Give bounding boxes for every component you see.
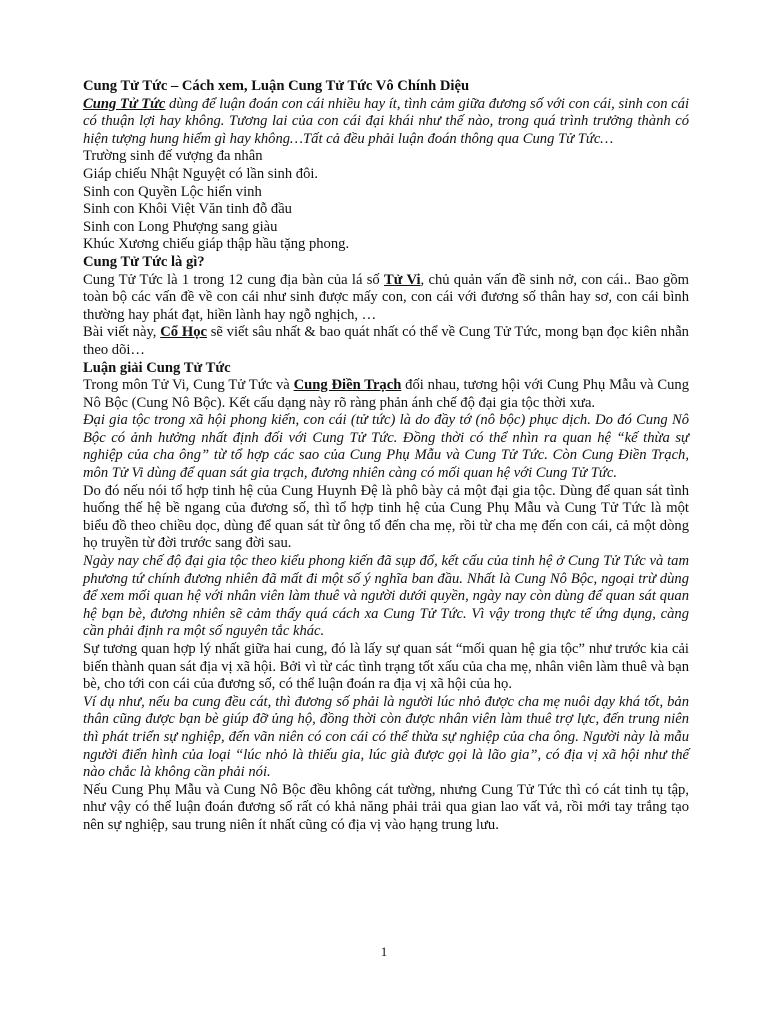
paragraph — [83, 272, 689, 325]
verse-line: Giáp chiếu Nhật Nguyệt có lần sinh đôi. — [83, 165, 319, 182]
verse-line: Trường sinh đế vượng đa nhân — [83, 148, 263, 165]
paragraph-text: Cung Tử Tức là 1 trong 12 cung địa bàn của lá số — [83, 271, 384, 288]
paragraph-italic: Ví dụ như, nếu ba cung đều cát, thì đương số phải là người lúc nhỏ được cha mẹ nuôi dạy khá tốt, bản thân cũng được bạn bè giúp đỡ ủng hộ, đồng thời còn được nhân viên làm thuê trợ lực, đến trung niên thì phát triển sự nghiệp, đến vãn niên có con cái có thể thừa sự nghiệp của cha ông. Người này là mẫu người điển hình của loại “lúc nhỏ là thiếu gia, lúc già được gọi là lão gia”, có địa vị xã hội như thế nào chắc là không cần phải nói. — [83, 693, 689, 781]
paragraph-text: sẽ viết sâu nhất & bao quát nhất có thể về Cung Tử Tức, mong bạn đọc kiên nhẫn theo dõi… — [83, 324, 689, 358]
intro-text: dùng để luận đoán con cái nhiều hay ít, tình cảm giữa đương số với con cái, sinh con cái có thuận lợi hay không. Tương lai của con cái đại khái như thế nào, trong quá trình trưởng thành có hiện tượng hung hiểm gì hay không…Tất cả đều phải luận đoán thông qua Cung Tử Tức… — [83, 95, 689, 147]
paragraph: Nếu Cung Phụ Mẫu và Cung Nô Bộc đều không cát tường, nhưng Cung Tử Tức thì có cát tinh tụ tập, như vậy có thể luận đoán đương số rất có khả năng phải trải qua gian lao vất vả, rồi mới tay trắng tạo nên sự nghiệp, sau trung niên ít nhất cũng có địa vị vào hạng trung lưu. — [83, 781, 689, 833]
paragraph-italic: Ngày nay chế độ đại gia tộc theo kiểu phong kiến đã sụp đổ, kết cấu của tinh hệ ở Cung Tử Tức và tam phương tứ chính đương nhiên đã mất đi một số ý nghĩa ban đầu. Nhất là Cung Nô Bộc, ngoại trừ dùng để xem mối quan hệ với nhân viên làm thuê và người dưới quyền, ngày nay còn dùng để quan sát quan hệ bạn bè, đương nhiên sẽ cảm thấy quá cách xa Cung Tử Tức. Vì vậy trong thực tế ứng dụng, càng cần phải định ra một số nguyên tắc khác. — [83, 553, 689, 640]
intro-paragraph — [83, 96, 689, 149]
link-cung-dien-trach[interactable]: Cung Điền Trạch — [293, 377, 402, 394]
paragraph: Do đó nếu nói tổ hợp tinh hệ của Cung Huynh Đệ là phô bày cả một đại gia tộc. Dùng để quan sát tình huống thế hệ bề ngang của đương số, thì tổ hợp tinh hệ của Cung Phụ Mẫu và Cung Tử Tức là một biểu đồ theo chiều dọc, dùng để quan sát từ ông tổ đến cha mẹ, rồi từ cha mẹ đến con cái, cả một dòng họ truyền từ đời trước sang đời sau. — [83, 482, 689, 552]
section-heading: Cung Tử Tức là gì? — [83, 253, 205, 270]
verse-line: Sinh con Long Phượng sang giàu — [83, 218, 278, 235]
link-tu-vi[interactable]: Tử Vi — [383, 271, 421, 288]
verse-line: Sinh con Khôi Việt Văn tinh đỗ đầu — [83, 201, 292, 218]
verse-line: Sinh con Quyền Lộc hiển vinh — [83, 183, 262, 200]
link-co-hoc[interactable]: Cổ Học — [160, 324, 207, 341]
paragraph-text: Trong môn Tử Vi, Cung Tử Tức và — [83, 377, 294, 394]
paragraph — [83, 377, 689, 412]
paragraph: Sự tương quan hợp lý nhất giữa hai cung, đó là lấy sự quan sát “mối quan hệ gia tộc” như trước kia cải biến thành quan sát địa vị xã hội. Bởi vì từ các tình trạng tốt xấu của cha mẹ, nhân viên làm thuê và bạn bè, cho tới con cái của đương số, có thể luận đoán ra địa vị xã hội của họ. — [83, 641, 689, 693]
document-title: Cung Tử Tức – Cách xem, Luận Cung Tử Tức Vô Chính Diệu — [83, 78, 470, 94]
paragraph-italic: Đại gia tộc trong xã hội phong kiến, con cái (tử tức) là do đầy tớ (nô bộc) phục dịch. Do đó Cung Nô Bộc có ảnh hưởng nhất định đối với Cung Tử Tức. Đồng thời có thể nhìn ra quan hệ “kế thừa sự nghiệp của cha ông” từ tổ hợp các sao của Cung Phụ Mẫu và Cung Tử Tức. Còn Cung Điền Trạch, môn Tử Vi dùng để quan sát gia trạch, đương nhiên càng có mối quan hệ với Cung Tử Tức. — [83, 412, 689, 482]
link-cung-tu-tuc[interactable]: Cung Tử Tức — [83, 95, 166, 112]
paragraph-text: Bài viết này, — [83, 324, 161, 341]
page-number: 1 — [380, 944, 388, 959]
verse-line: Khúc Xương chiếu giáp thập hầu tặng phong. — [83, 236, 350, 253]
paragraph-text: đối nhau, tương hội với Cung Phụ Mẫu và Cung Nô Bộc (Cung Nô Bộc). Kết cấu dạng này rõ ràng phản ánh chế độ đại gia tộc thời xưa. — [83, 377, 689, 411]
paragraph — [83, 324, 689, 359]
paragraph-text: , chủ quản vấn đề sinh nở, con cái.. Bao gồm toàn bộ các vấn đề về con cái như sinh được mấy con, con cái với đương số thân hay sơ, con cái bình thường hay phát đạt, hiền lành hay ngỗ nghịch, … — [83, 271, 689, 323]
document-body — [83, 78, 689, 835]
section-heading: Luận giải Cung Tử Tức — [83, 359, 231, 376]
